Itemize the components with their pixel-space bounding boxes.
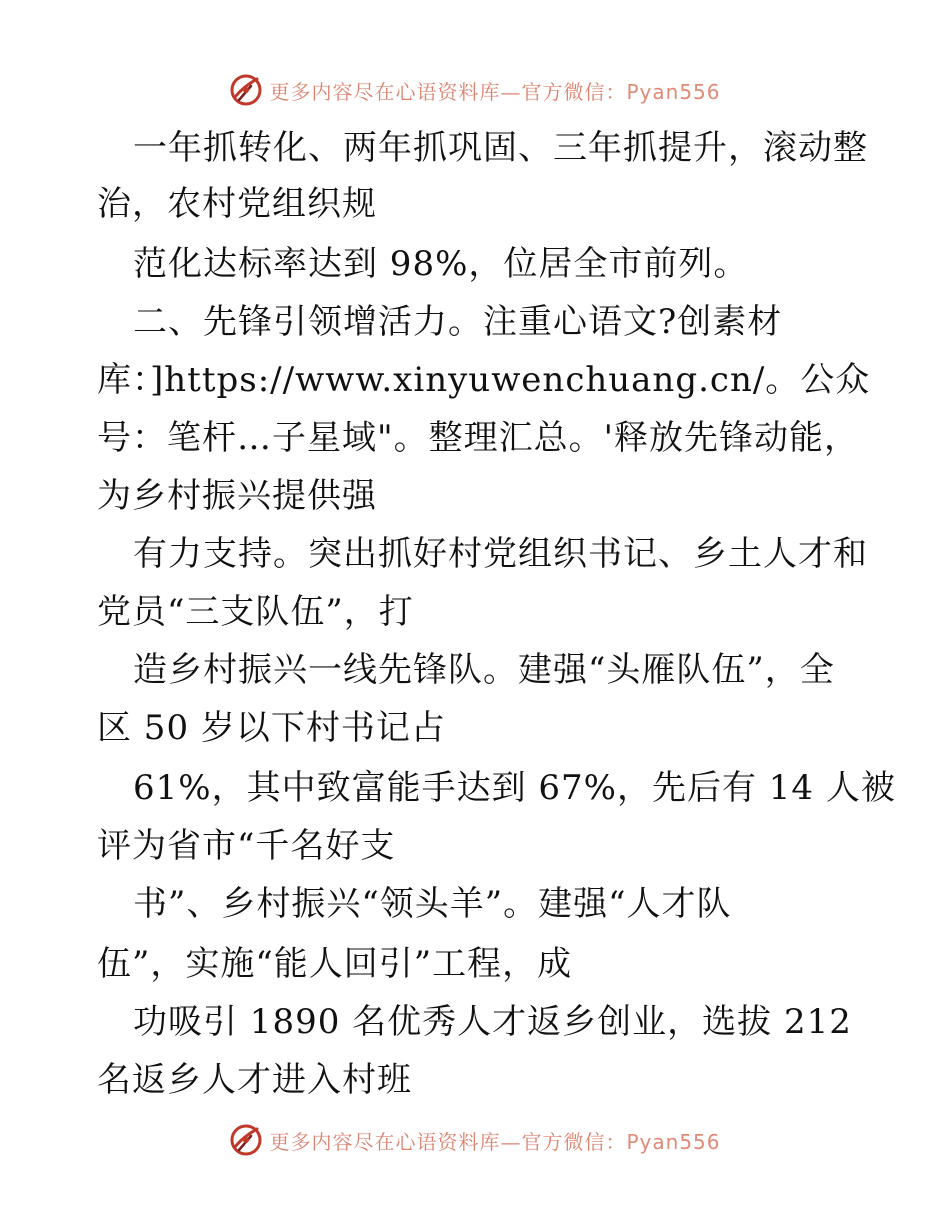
pen-logo-icon [229, 1123, 263, 1157]
body-line: 范化达标率达到 98%，位居全市前列。 [133, 244, 749, 284]
body-line: 功吸引 1890 名优秀人才返乡创业，选拔 212 [133, 1002, 852, 1042]
header-wechat-id: Pyan556 [626, 79, 721, 104]
body-line: 为乡村振兴提供强 [97, 476, 377, 516]
body-line: 评为省市“千名好支 [97, 826, 396, 866]
pen-logo-icon [229, 73, 263, 107]
body-line: 库：]https://www.xinyuwenchuang.cn/。公众 [97, 360, 871, 400]
body-line: 名返乡人才进入村班 [97, 1060, 412, 1100]
body-line: 二、先锋引领增活力。注重心语文?创素材 [133, 302, 783, 342]
body-line: 造乡村振兴一线先锋队。建强“头雁队伍”，全 [133, 650, 835, 690]
body-line: 伍”，实施“能人回引”工程，成 [97, 944, 573, 984]
header-watermark-banner [0, 70, 950, 110]
header-watermark-label: 更多内容尽在心语资料库—官方微信： [269, 79, 627, 104]
footer-watermark-banner [0, 1120, 950, 1160]
footer-watermark-label: 更多内容尽在心语资料库—官方微信： [269, 1129, 627, 1154]
body-line: 书”、乡村振兴“领头羊”。建强“人才队 [133, 884, 732, 924]
footer-watermark-text [269, 1126, 720, 1155]
body-line: 治，农村党组织规 [97, 184, 377, 224]
body-line: 区 50 岁以下村书记占 [97, 708, 446, 748]
body-line: 党员“三支队伍”，打 [97, 592, 414, 632]
body-line: 号：笔杆…子星域"。整理汇总。'释放先锋动能， [97, 418, 859, 458]
body-line: 一年抓转化、两年抓巩固、三年抓提升，滚动整 [133, 128, 868, 168]
header-watermark-text [269, 76, 720, 105]
body-line: 有力支持。突出抓好村党组织书记、乡土人才和 [133, 534, 868, 574]
footer-wechat-id: Pyan556 [626, 1129, 721, 1154]
body-line: 61%，其中致富能手达到 67%，先后有 14 人被 [133, 768, 896, 808]
